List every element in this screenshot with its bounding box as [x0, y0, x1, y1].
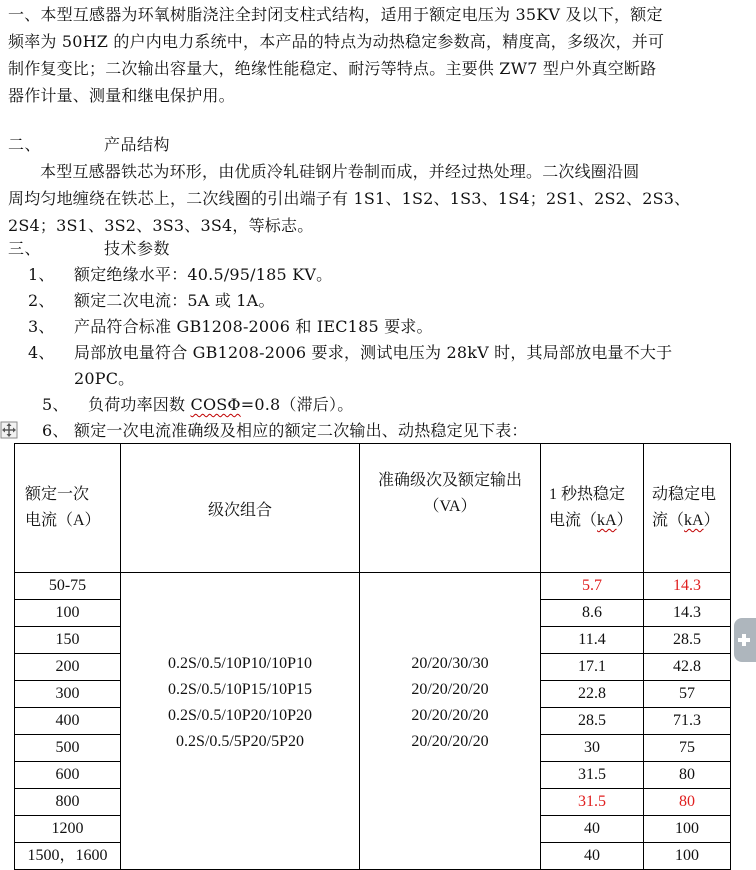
param-3-text: 产品符合标准 GB1208-2006 和 IEC185 要求。: [74, 317, 433, 336]
combo-item: 0.2S/0.5/10P10/10P10: [167, 655, 313, 672]
cell-dynamic: 100: [644, 843, 731, 870]
output-item: 20/20/20/20: [411, 707, 489, 724]
param-5-text-post: =0.8（滞后）。: [240, 395, 354, 414]
cell-current: 800: [15, 789, 121, 816]
header-accuracy-output-line-2: （VA）: [423, 498, 477, 515]
cell-current: 500: [15, 735, 121, 762]
cell-outputs: [360, 573, 541, 870]
cell-thermal: 22.8: [541, 681, 644, 708]
cell-current: 300: [15, 681, 121, 708]
combo-item: 0.2S/0.5/5P20/5P20: [175, 733, 305, 750]
cell-current: 1500，1600: [15, 843, 121, 870]
section-2-line-3: 2S4；3S1、3S2、3S3、3S4，等标志。: [8, 216, 314, 235]
cell-dynamic: 14.3: [644, 600, 731, 627]
cell-dynamic: 71.3: [644, 708, 731, 735]
section-2-number: 二、: [8, 135, 42, 154]
section-2-title: 产品结构: [104, 135, 171, 154]
param-5-number: 5、: [42, 395, 69, 414]
param-6-number: 6、: [42, 421, 69, 440]
param-4-text: 局部放电量符合 GB1208-2006 要求，测试电压为 28kV 时，其局部放电量不大于: [74, 343, 673, 362]
cell-thermal: 40: [541, 843, 644, 870]
output-item: 20/20/30/30: [411, 655, 489, 672]
cell-dynamic: 42.8: [644, 654, 731, 681]
param-5-text: [88, 392, 353, 418]
header-thermal-current: [541, 444, 644, 573]
header-rated-current-line-1: 额定一次: [25, 486, 90, 503]
cell-combinations: [121, 573, 360, 870]
cell-thermal: 8.6: [541, 600, 644, 627]
header-accuracy-output-line-1: 准确级次及额定输出: [377, 472, 522, 489]
cell-dynamic: 80: [644, 762, 731, 789]
table-header-row: [15, 444, 731, 573]
header-combination: 级次组合: [121, 444, 360, 573]
param-1-text: 额定绝缘水平：40.5/95/185 KV。: [74, 265, 333, 284]
cell-dynamic: 57: [644, 681, 731, 708]
param-2-number: 2、: [28, 291, 55, 310]
cell-current: 1200: [15, 816, 121, 843]
intro-line-4: 器作计量、测量和继电保护用。: [8, 86, 235, 105]
spec-table: [14, 443, 731, 870]
cell-thermal: 31.5: [541, 789, 644, 816]
section-2-line-1: 本型互感器铁芯为环形，由优质冷轧硅钢片卷制而成，并经过热处理。二次线圈沿圆: [40, 162, 640, 181]
header-thermal-unit: kA: [597, 512, 617, 529]
header-thermal-line-1: 1 秒热稳定: [549, 486, 626, 503]
header-dynamic-line-1: 动稳定电: [652, 486, 717, 503]
move-arrows-icon[interactable]: [0, 421, 18, 439]
cell-current: 50-75: [15, 573, 121, 600]
header-rated-current-line-2: 电流（A）: [25, 512, 101, 529]
cell-thermal: 17.1: [541, 654, 644, 681]
combo-item: 0.2S/0.5/10P20/10P20: [167, 707, 313, 724]
cell-thermal: 31.5: [541, 762, 644, 789]
header-thermal-line-2-pre: 电流（: [549, 512, 598, 529]
param-6-text: 额定一次电流准确级及相应的额定二次输出、动热稳定见下表：: [74, 421, 528, 440]
header-accuracy-output: [360, 444, 541, 573]
param-4-continuation: 20PC。: [74, 369, 135, 388]
cell-current: 150: [15, 627, 121, 654]
output-item: 20/20/20/20: [411, 681, 489, 698]
header-dynamic-line-2-post: ）: [703, 512, 720, 529]
cell-thermal: 30: [541, 735, 644, 762]
param-1-number: 1、: [28, 265, 55, 284]
param-5-text-spellcheck: COSΦ: [190, 395, 241, 414]
header-dynamic-unit: kA: [684, 512, 704, 529]
intro-line-1: 一、本型互感器为环氧树脂浇注全封闭支柱式结构，适用于额定电压为 35KV 及以下，额定: [8, 5, 663, 24]
header-dynamic-line-2-pre: 流（: [652, 512, 685, 529]
cell-current: 600: [15, 762, 121, 789]
cell-current: 100: [15, 600, 121, 627]
param-5-text-pre: 负荷功率因数: [88, 395, 191, 414]
header-rated-current: [15, 444, 121, 573]
param-2-text: 额定二次电流：5A 或 1A。: [74, 291, 275, 310]
cell-current: 200: [15, 654, 121, 681]
cell-dynamic: 80: [644, 789, 731, 816]
intro-line-3: 制作复变比；二次输出容量大，绝缘性能稳定、耐污等特点。主要供 ZW7 型户外真空断路: [8, 59, 657, 78]
cell-thermal: 40: [541, 816, 644, 843]
cell-thermal: 5.7: [541, 573, 644, 600]
cell-dynamic: 75: [644, 735, 731, 762]
intro-line-2: 频率为 50HZ 的户内电力系统中，本产品的特点为动热稳定参数高，精度高，多级次，并可: [8, 32, 665, 51]
param-3-number: 3、: [28, 317, 55, 336]
add-tab-button[interactable]: [734, 618, 756, 662]
table-row: [15, 573, 731, 600]
header-thermal-line-2: [549, 508, 643, 534]
cell-current: 400: [15, 708, 121, 735]
cell-dynamic: 28.5: [644, 627, 731, 654]
section-3-title: 技术参数: [104, 239, 171, 258]
output-item: 20/20/20/20: [411, 733, 489, 750]
combo-item: 0.2S/0.5/10P15/10P15: [167, 681, 313, 698]
param-4-number: 4、: [28, 343, 55, 362]
section-3-number: 三、: [8, 239, 42, 258]
header-thermal-line-2-post: ）: [616, 512, 633, 529]
header-dynamic-line-2: [652, 508, 730, 534]
header-dynamic-current: [644, 444, 731, 573]
section-2-line-2: 周均匀地缠绕在铁芯上，二次线圈的引出端子有 1S1、1S2、1S3、1S4；2S1、2S2、2S3、: [8, 189, 691, 208]
cell-dynamic: 100: [644, 816, 731, 843]
cell-thermal: 28.5: [541, 708, 644, 735]
cell-thermal: 11.4: [541, 627, 644, 654]
cell-dynamic: 14.3: [644, 573, 731, 600]
